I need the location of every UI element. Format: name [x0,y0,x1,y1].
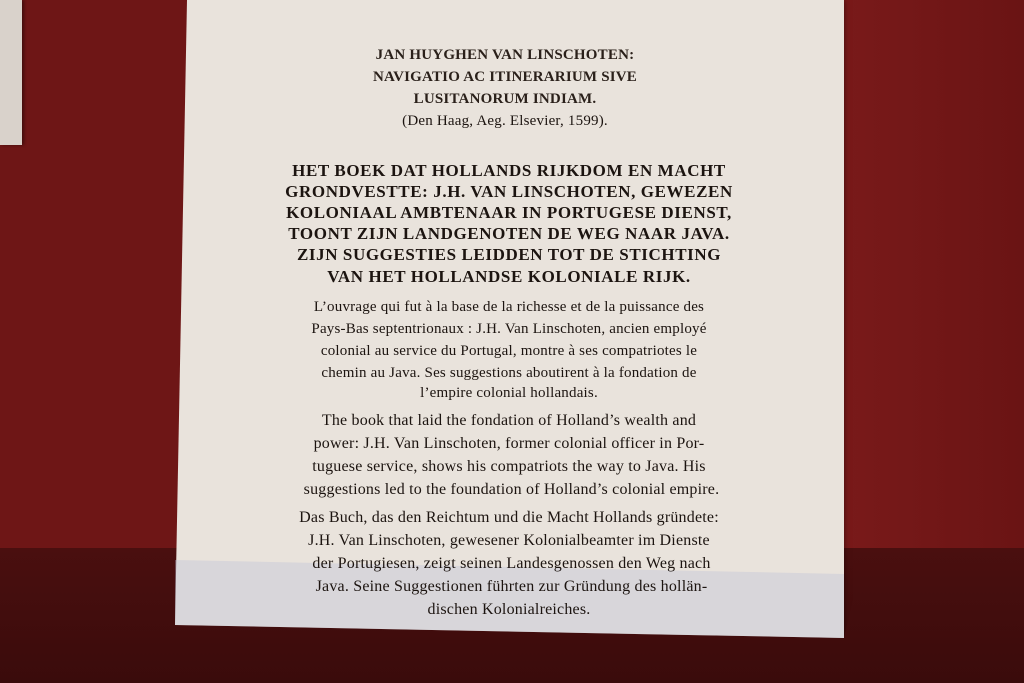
german-text-line: Java. Seine Suggestionen führten zur Gründung des hollän- [315,578,708,595]
french-text-line: Pays-Bas septentrionaux : J.H. Van Linschoten, ancien employé [311,321,707,337]
english-text-line: suggestions led to the foundation of Holland’s colonial empire. [303,481,720,498]
placard-title-line: NAVIGATIO AC ITINERARIUM SIVE [372,69,638,85]
dutch-text-line: TOONT ZIJN LANDGENOTEN DE WEG NAAR JAVA. [288,224,730,243]
german-text-line: J.H. Van Linschoten, gewesener Kolonialbeamter im Dienste [308,532,710,549]
german-text-line: der Portugiesen, zeigt seinen Landesgenossen den Weg nach [312,555,711,572]
french-text-line: colonial au service du Portugal, montre à ses compatriotes le [320,343,698,359]
dutch-text-line: GRONDVESTTE: J.H. VAN LINSCHOTEN, GEWEZEN [285,182,733,201]
dutch-text-line: KOLONIAAL AMBTENAAR IN PORTUGESE DIENST, [286,203,732,222]
placard-publication-info: (Den Haag, Aeg. Elsevier, 1599). [402,113,608,129]
adjacent-card-edge [0,0,22,145]
english-text-line: The book that laid the fondation of Holland’s wealth and [321,412,697,429]
french-text-line: l’empire colonial hollandais. [420,385,598,401]
german-text-line: dischen Kolonialreiches. [427,601,591,618]
placard-title-line: JAN HUYGHEN VAN LINSCHOTEN: [375,47,635,63]
english-text-line: power: J.H. Van Linschoten, former colonial officer in Por- [313,435,705,452]
german-text-line: Das Buch, das den Reichtum und die Macht Hollands gründete: [299,509,719,526]
english-text-line: tuguese service, shows his compatriots the way to Java. His [312,458,706,475]
placard-title-line: LUSITANORUM INDIAM. [413,91,597,107]
dutch-text-line: ZIJN SUGGESTIES LEIDDEN TOT DE STICHTING [296,245,722,264]
french-text-line: L’ouvrage qui fut à la base de la richesse et de la puissance des [313,299,705,315]
dutch-text-line: VAN HET HOLLANDSE KOLONIALE RIJK. [327,267,691,286]
french-text-line: chemin au Java. Ses suggestions aboutirent à la fondation de [321,365,697,381]
wall-background [834,0,1024,548]
dutch-text-line: HET BOEK DAT HOLLANDS RIJKDOM EN MACHT [292,161,726,180]
